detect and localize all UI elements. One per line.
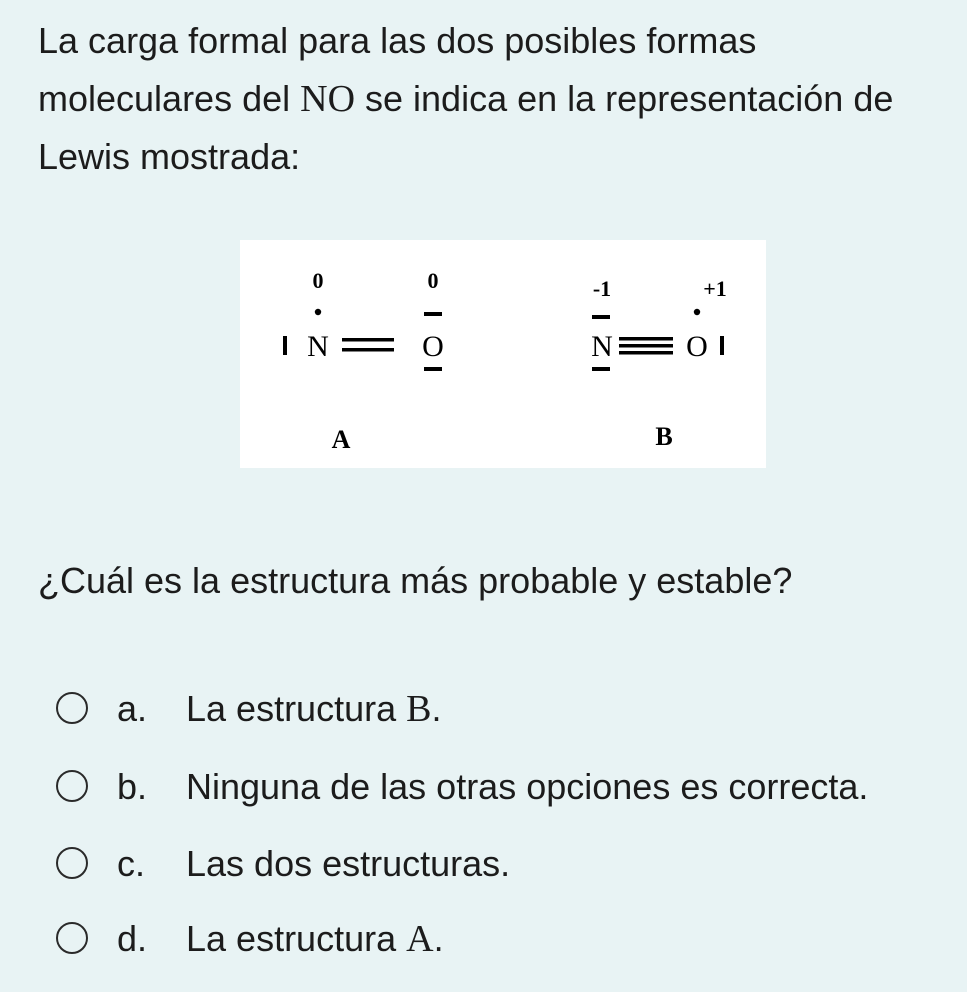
structure-a-o-lone-pair-bottom (424, 367, 442, 371)
option-a-text-before: La estructura (186, 688, 407, 729)
structure-b-charge-o: +1 (703, 276, 727, 301)
option-b-text[interactable]: Ninguna de las otras opciones es correcta. (186, 766, 869, 807)
molecule-formula: NO (300, 78, 356, 120)
option-c-text[interactable]: Las dos estructuras. (186, 843, 511, 884)
structure-a-n-radical-dot (315, 309, 321, 315)
option-a-text[interactable] (186, 685, 442, 733)
structure-a-charge-o: 0 (427, 268, 439, 293)
option-d-text[interactable] (186, 915, 444, 963)
question-line-3: Lewis mostrada: (38, 136, 301, 177)
structure-a-charge-n: 0 (312, 268, 324, 293)
question-line-2-after: se indica en la representación de (355, 78, 894, 119)
structure-b-o-lone-pair (720, 336, 724, 355)
structure-b-charge-n: -1 (592, 276, 612, 301)
structure-b-bond-3 (619, 351, 673, 355)
option-d[interactable] (56, 915, 956, 965)
structure-a-bond-1 (342, 338, 394, 342)
lewis-structures-svg (240, 240, 766, 468)
option-a-radio[interactable] (56, 692, 88, 724)
option-a-letter: a. (117, 688, 148, 729)
option-a-text-after: . (431, 688, 442, 729)
question-line-2 (38, 70, 963, 128)
option-d-text-after: . (433, 918, 444, 959)
structure-a-atom-o: O (422, 330, 444, 363)
structure-a-label: A (331, 425, 351, 454)
question-line-2-before: moleculares del (38, 78, 301, 119)
option-b-letter: b. (117, 766, 148, 807)
structure-a-atom-n: N (307, 330, 329, 363)
option-c[interactable] (56, 840, 956, 890)
question-text (38, 12, 963, 186)
structure-b-atom-o: O (686, 330, 708, 363)
question-line-1: La carga formal para las dos posibles formas (38, 20, 757, 61)
structure-b-label: B (655, 422, 673, 451)
lewis-structures-figure (240, 240, 766, 468)
option-d-structure-letter: A (406, 918, 434, 960)
option-d-radio[interactable] (56, 922, 88, 954)
structure-b-o-radical-dot (694, 309, 700, 315)
option-b[interactable] (56, 763, 956, 813)
option-a[interactable] (56, 685, 956, 735)
structure-a-o-lone-pair-top (424, 312, 442, 316)
option-d-letter: d. (117, 918, 148, 959)
option-c-letter: c. (117, 843, 146, 884)
option-d-text-before: La estructura (186, 918, 407, 959)
option-c-radio[interactable] (56, 847, 88, 879)
structure-b-n-lone-pair-bottom (592, 367, 610, 371)
question-prompt: ¿Cuál es la estructura más probable y estable? (38, 560, 793, 601)
structure-b-n-lone-pair-top (592, 315, 610, 319)
structure-b-bond-2 (619, 344, 673, 348)
option-a-structure-letter: B (406, 688, 432, 730)
structure-b-bond-1 (619, 337, 673, 341)
structure-a-bond-2 (342, 348, 394, 352)
option-b-radio[interactable] (56, 770, 88, 802)
structure-b-atom-n: N (591, 330, 613, 363)
structure-a-n-lone-pair (283, 336, 287, 355)
